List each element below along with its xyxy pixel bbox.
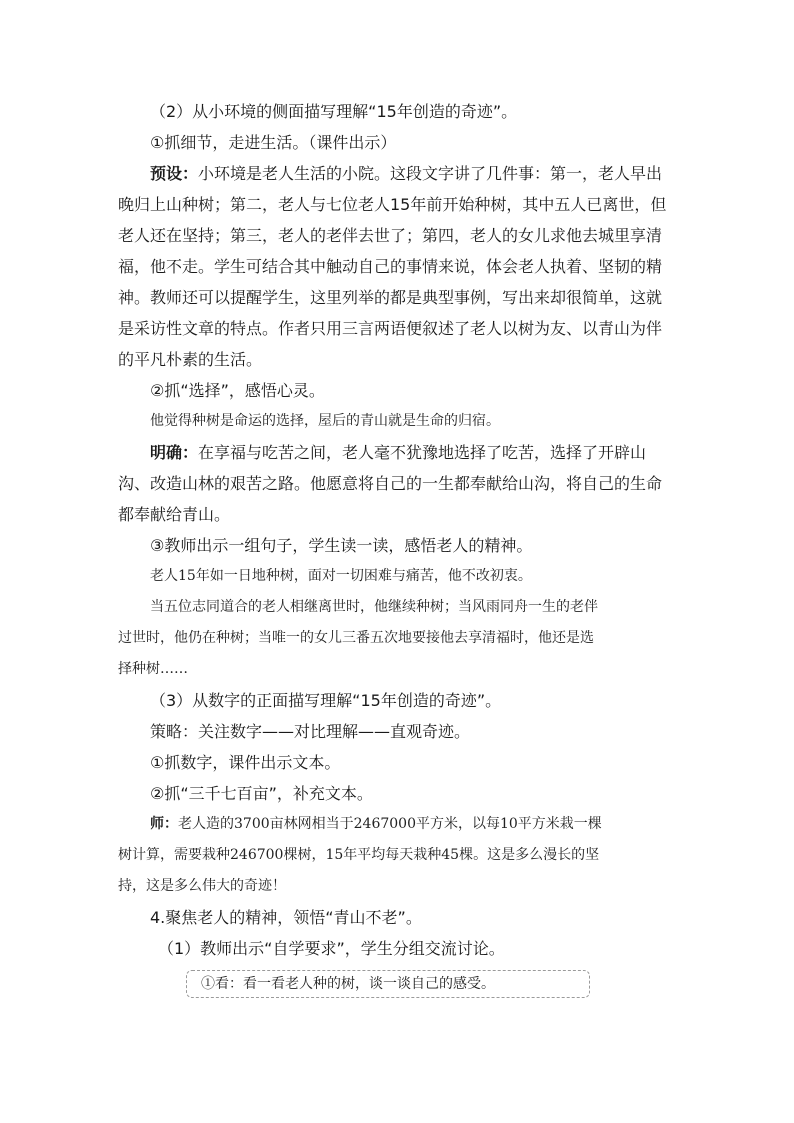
list-item: ②抓“选择”，感悟心灵。: [150, 381, 325, 400]
teacher-paragraph: [118, 809, 678, 902]
quote-line: 老人15年如一日地种树，面对一切困难与痛苦，他不改初衷。: [150, 568, 532, 584]
clear-label: 明确：: [150, 443, 199, 462]
list-item: ①抓数字，课件出示文本。: [150, 753, 341, 772]
paragraph-line: 持，这是多么伟大的奇迹！: [118, 878, 286, 894]
list-item: ①抓细节，走进生活。（课件出示）: [150, 133, 397, 152]
paragraph-line: 是采访性文章的特点。作者只用三言两语便叙述了老人以树为友、以青山为伴: [118, 319, 663, 338]
teacher-label: 师：: [150, 816, 178, 832]
preset-label: 预设：: [150, 164, 199, 183]
list-item: ③教师出示一组句子，学生读一读，感悟老人的精神。: [150, 536, 533, 555]
paragraph-line: 晚归上山种树；第二，老人与七位老人15年前开始种树，其中五人已离世，但: [118, 195, 667, 214]
preset-paragraph: [118, 158, 678, 375]
section-heading: （2）从小环境的侧面描写理解“15年创造的奇迹”。: [150, 102, 518, 121]
paragraph-line: 沟、改造山林的艰苦之路。他愿意将自己的一生都奉献给山沟，将自己的生命: [118, 474, 663, 493]
section-heading: （3）从数字的正面描写理解“15年创造的奇迹”。: [150, 691, 502, 710]
paragraph-line: 树计算，需要栽种246700棵树，15年平均每天栽种45棵。这是多么漫长的坚: [118, 847, 600, 863]
list-item: ②抓“三千七百亩”，补充文本。: [150, 784, 373, 803]
sub-heading: （1）教师出示“自学要求”，学生分组交流讨论。: [158, 939, 505, 958]
clear-paragraph: [118, 437, 678, 530]
paragraph-line: 都奉献给青山。: [118, 505, 231, 524]
quote-line: 择种树……: [118, 661, 188, 677]
paragraph-line: 神。教师还可以提醒学生，这里列举的都是典型事例，写出来却很简单，这就: [118, 288, 663, 307]
section-heading: 4.聚焦老人的精神，领悟“青山不老”。: [150, 908, 422, 927]
paragraph-line: 小环境是老人生活的小院。这段文字讲了几件事：第一，老人早出: [198, 164, 663, 183]
paragraph-line: 老人还在坚持；第三，老人的老伴去世了；第四，老人的女儿求他去城里享清: [118, 226, 663, 245]
quote-line: 他觉得种树是命运的选择，屋后的青山就是生命的归宿。: [150, 413, 500, 429]
paragraph-line: 的平凡朴素的生活。: [118, 350, 263, 369]
quote-line: 当五位志同道合的老人相继离世时，他继续种树；当风雨同舟一生的老伴: [150, 599, 598, 615]
quote-line: 过世时，他仍在种树；当唯一的女儿三番五次地要接他去享清福时，他还是选: [118, 630, 594, 646]
strategy-line: 策略：关注数字——对比理解——直观奇迹。: [150, 722, 471, 741]
document-body: [118, 96, 678, 964]
paragraph-line: 福，他不走。学生可结合其中触动自己的事情来说，体会老人执着、坚韧的精: [118, 257, 663, 276]
paragraph-line: 在享福与吃苦之间，老人毫不犹豫地选择了吃苦，选择了开辟山: [198, 443, 647, 462]
paragraph-line: 老人造的3700亩林网相当于2467000平方米，以每10平方米栽一棵: [178, 816, 602, 832]
quote-paragraph: [118, 592, 678, 685]
requirement-box: ①看：看一看老人种的树，谈一谈自己的感受。: [186, 970, 590, 998]
